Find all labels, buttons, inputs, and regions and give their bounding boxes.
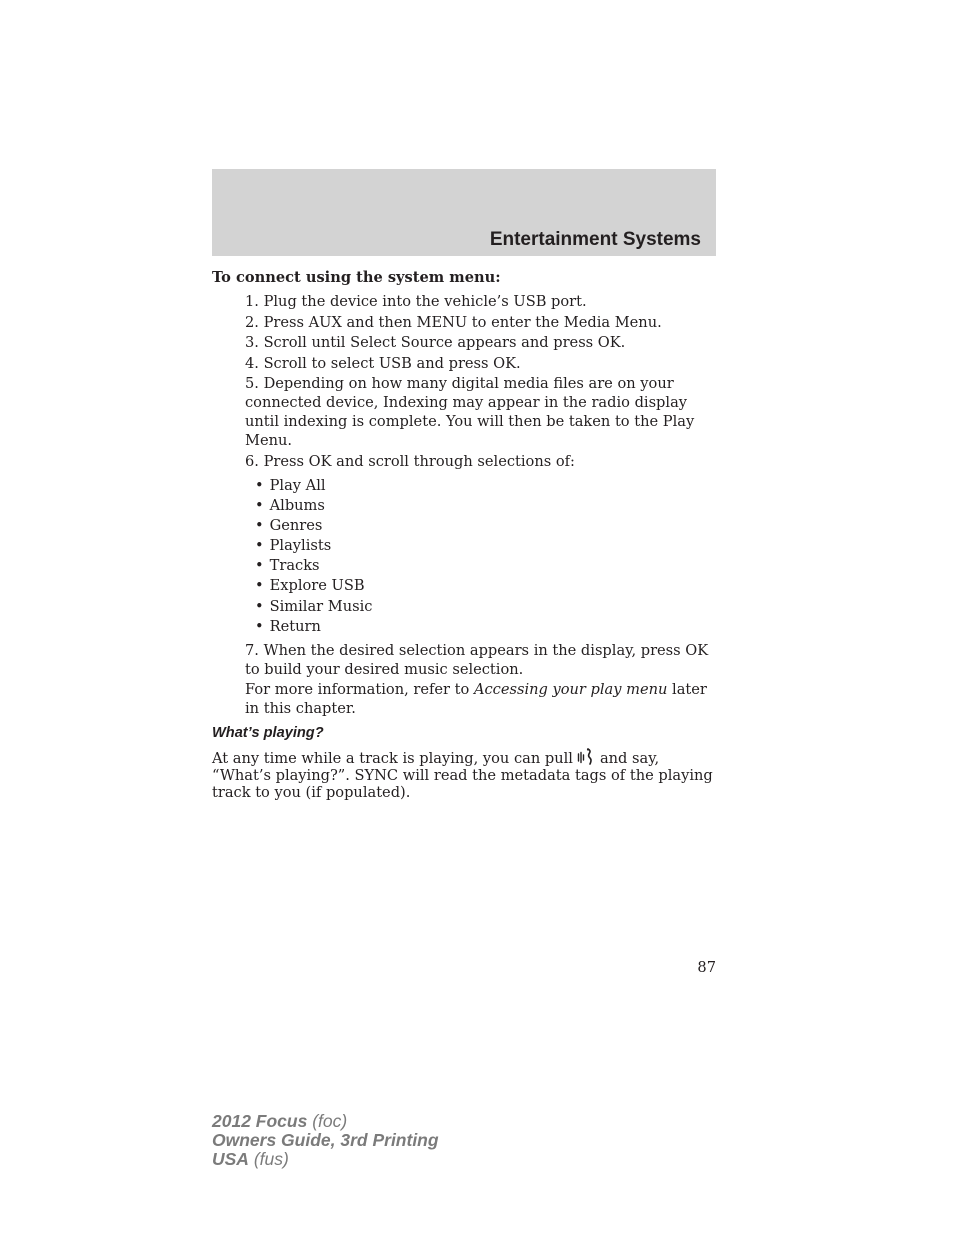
footer-line-guide: Owners Guide, 3rd Printing — [212, 1130, 439, 1150]
footer-line-model — [212, 1112, 439, 1131]
voice-command-icon — [577, 748, 595, 766]
list-item: • Explore USB — [255, 576, 716, 595]
section-intro: To connect using the system menu: — [212, 269, 501, 286]
list-item: • Play All — [255, 476, 716, 495]
whats-playing-text-after: and say, “What’s playing?”. SYNC will read the metadata tags of the playing track to you (if populated). — [212, 750, 713, 802]
list-item: • Playlists — [255, 536, 716, 555]
list-item: • Genres — [255, 516, 716, 535]
list-item: • Return — [255, 617, 716, 636]
footer-market-code: (fus) — [248, 1149, 289, 1169]
more-info-text-after: later in this chapter. — [245, 681, 707, 718]
whats-playing-text-before: At any time while a track is playing, you can pull — [212, 750, 573, 768]
step-6: 6. Press OK and scroll through selections of: — [245, 452, 575, 470]
list-item: • Similar Music — [255, 597, 716, 616]
step-2: 2. Press AUX and then MENU to enter the Media Menu. — [245, 313, 662, 331]
step-4: 4. Scroll to select USB and press OK. — [245, 354, 521, 372]
chapter-header-bar — [212, 169, 716, 256]
whats-playing-heading: What’s playing? — [212, 725, 324, 742]
list-item: • Tracks — [255, 556, 716, 575]
footer-model-name: 2012 Focus — [212, 1111, 308, 1131]
selection-list — [255, 476, 716, 636]
steps-list — [212, 292, 716, 471]
whats-playing-paragraph — [212, 748, 716, 801]
footer-model-code: (foc) — [307, 1111, 348, 1131]
page-content — [212, 268, 716, 801]
chapter-title: Entertainment Systems — [489, 229, 701, 250]
cross-reference-link: Accessing your play menu — [473, 681, 668, 699]
page-number: 87 — [697, 959, 716, 976]
step-5: 5. Depending on how many digital media files are on your connected device, Indexing may appear in the radio display until indexing is complete. You will then be taken to the Play Menu. — [245, 375, 695, 449]
footer-line-market — [212, 1150, 439, 1169]
step-7: 7. When the desired selection appears in the display, press OK to build your desired music selection. — [245, 641, 709, 678]
list-item: • Albums — [255, 496, 716, 515]
document-footer — [212, 1112, 439, 1169]
more-info-paragraph — [245, 680, 716, 718]
more-info-text-before: For more information, refer to — [245, 681, 474, 699]
step-3: 3. Scroll until Select Source appears and press OK. — [245, 334, 626, 351]
step-1: 1. Plug the device into the vehicle’s USB port. — [245, 293, 587, 310]
footer-market-name: USA — [212, 1149, 249, 1169]
